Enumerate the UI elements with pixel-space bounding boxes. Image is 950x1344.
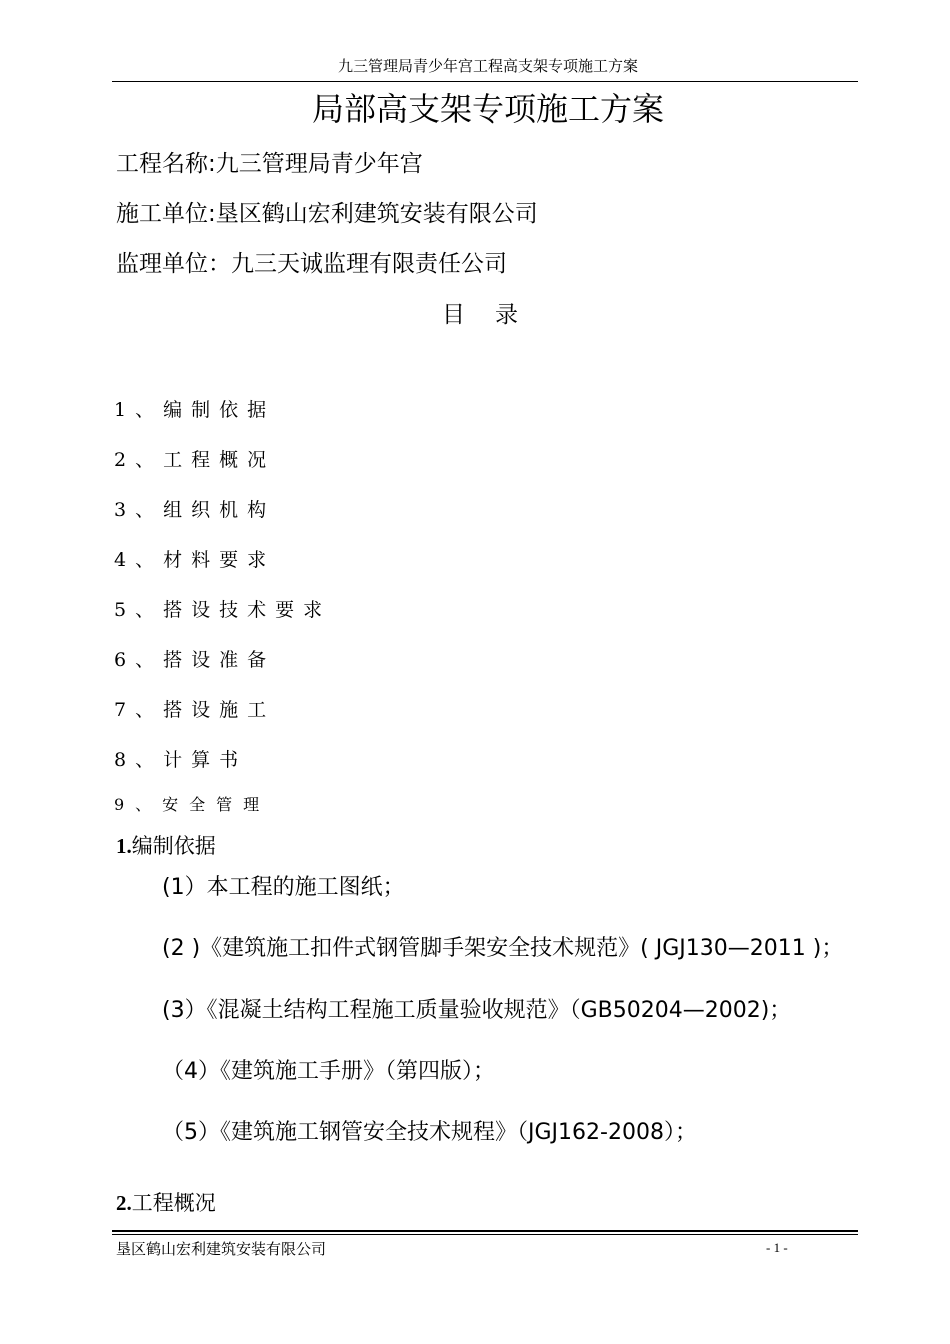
section-title: 编制依据 bbox=[131, 834, 216, 858]
reference-item: (1）本工程的施工图纸； bbox=[162, 875, 405, 900]
document-title: 局部高支架专项施工方案 bbox=[311, 90, 664, 128]
toc-item: 9、安全管理 bbox=[114, 795, 271, 814]
footer-company: 垦区鹤山宏利建筑安装有限公司 bbox=[116, 1240, 327, 1258]
toc-item: 3、组织机构 bbox=[114, 499, 276, 521]
toc-item: 6、搭设准备 bbox=[114, 649, 276, 671]
reference-item: （4）《建筑施工手册》（第四版）； bbox=[162, 1059, 495, 1084]
footer-divider-thin bbox=[112, 1234, 858, 1235]
toc-item: 2、工程概况 bbox=[114, 449, 276, 471]
page-header-text: 九三管理局青少年宫工程高支架专项施工方案 bbox=[337, 57, 638, 75]
toc-item: 1、编制依据 bbox=[114, 399, 276, 421]
toc-title: 目录 bbox=[442, 302, 548, 328]
toc-item: 7、搭设施工 bbox=[114, 699, 276, 721]
section-number: 1. bbox=[116, 834, 132, 858]
footer-divider bbox=[112, 1230, 858, 1232]
page-number: - 1 - bbox=[766, 1240, 788, 1255]
reference-item: (3）《混凝土结构工程施工质量验收规范》（GB50204—2002)； bbox=[162, 998, 792, 1023]
toc-item: 4、材料要求 bbox=[114, 549, 276, 571]
reference-item: (2 )《建筑施工扣件式钢管脚手架安全技术规范》( JGJ130—2011 )； bbox=[162, 936, 844, 961]
supervisor-line: 监理单位：九三天诚监理有限责任公司 bbox=[116, 251, 507, 277]
header-divider bbox=[112, 81, 858, 82]
contractor-line: 施工单位:垦区鹤山宏利建筑安装有限公司 bbox=[116, 201, 538, 227]
toc-item: 8、计算书 bbox=[114, 749, 248, 771]
section-number: 2. bbox=[116, 1191, 132, 1215]
section-1-heading bbox=[116, 830, 216, 860]
section-title: 工程概况 bbox=[131, 1191, 216, 1215]
toc-item: 5、搭设技术要求 bbox=[114, 599, 332, 621]
section-2-heading bbox=[116, 1187, 216, 1217]
project-name-line: 工程名称:九三管理局青少年宫 bbox=[116, 151, 423, 177]
reference-item: （5）《建筑施工钢管安全技术规程》（JGJ162-2008）； bbox=[162, 1120, 697, 1145]
